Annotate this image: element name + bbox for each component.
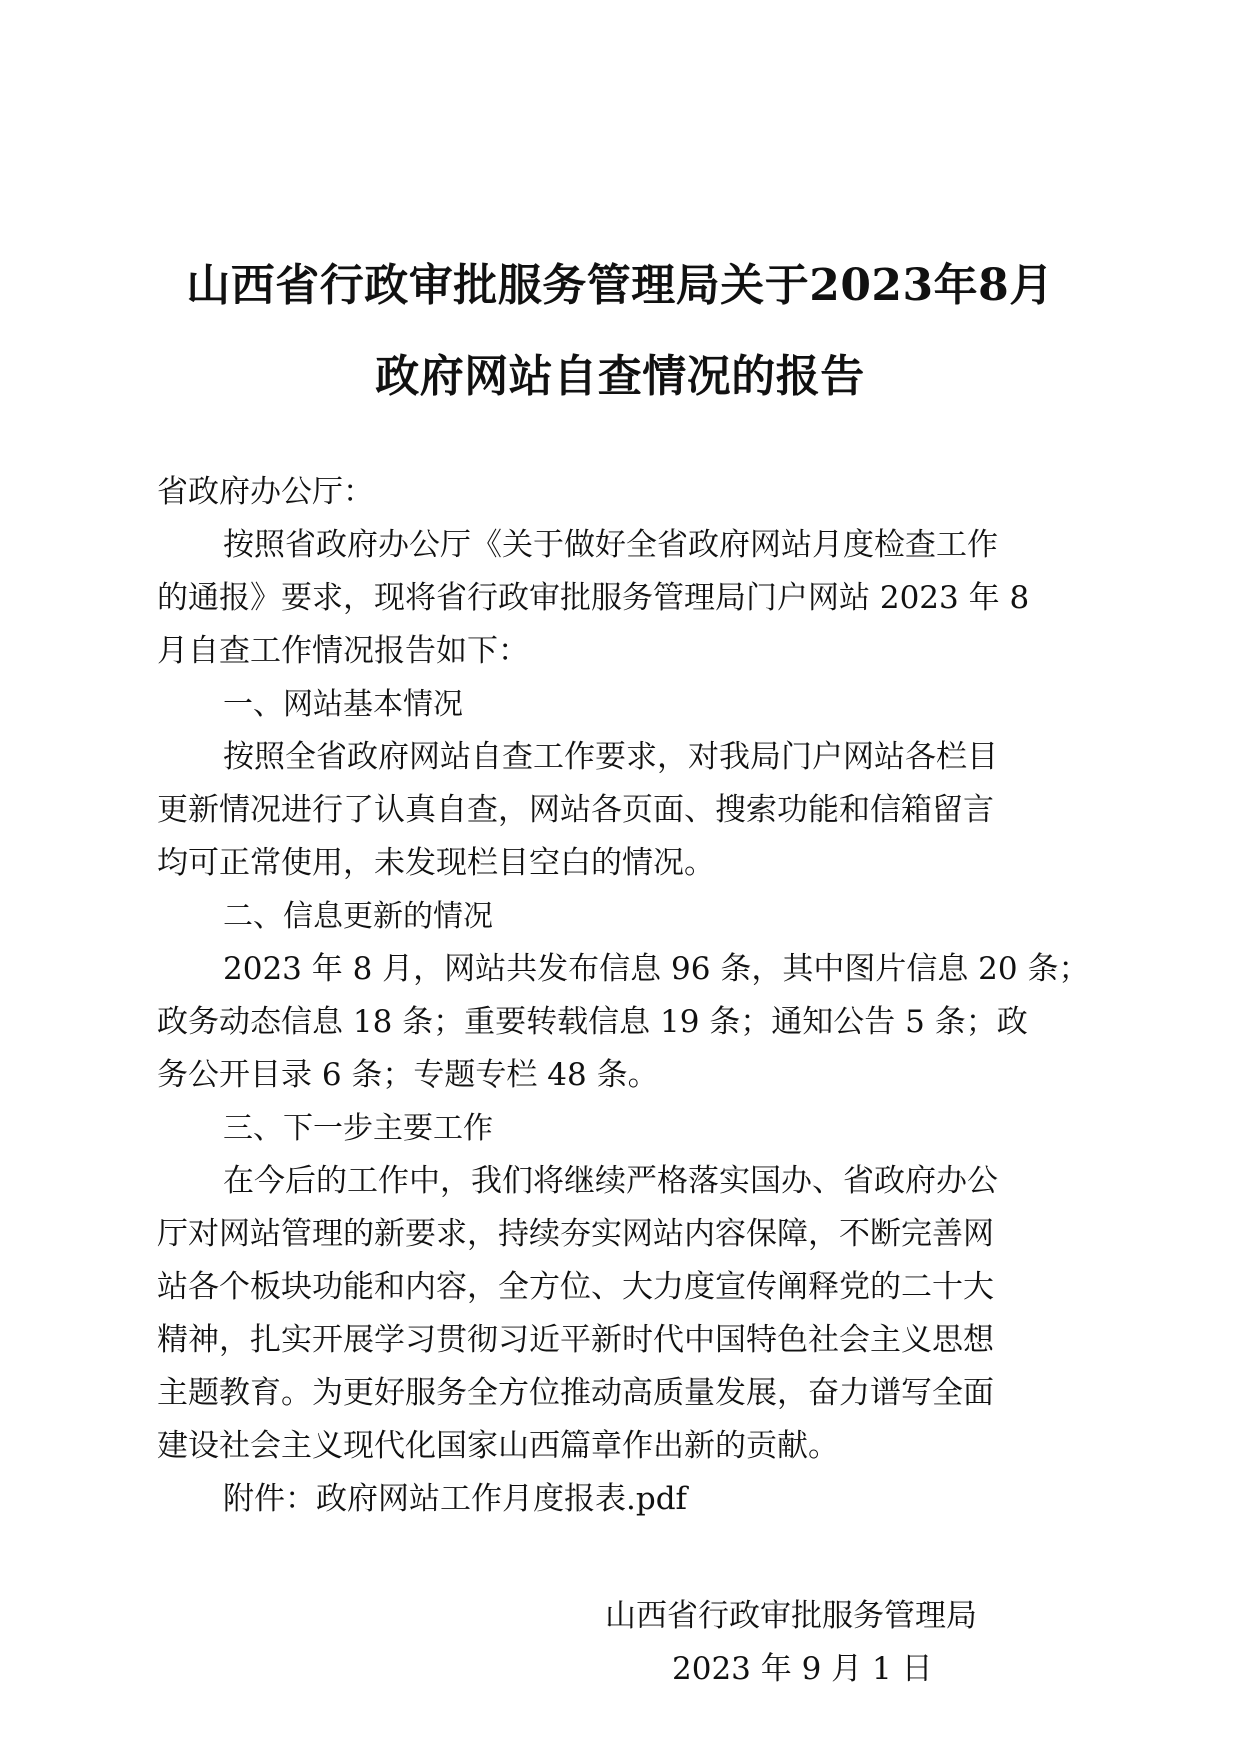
intro-line: 的通报》要求，现将省行政审批服务管理局门户网站 2023 年 8	[157, 580, 1030, 616]
signature-date: 2023 年 9 月 1 日	[672, 1651, 933, 1687]
section3-line: 在今后的工作中，我们将继续严格落实国办、省政府办公	[223, 1163, 998, 1199]
attachment-link[interactable]: 附件：政府网站工作月度报表.pdf	[223, 1481, 688, 1517]
section3-line: 厅对网站管理的新要求，持续夯实网站内容保障，不断完善网	[157, 1216, 994, 1252]
section2-line: 政务动态信息 18 条；重要转载信息 19 条；通知公告 5 条；政	[157, 1004, 1028, 1040]
intro-line: 月自查工作情况报告如下：	[157, 633, 529, 669]
section2-line: 2023 年 8 月，网站共发布信息 96 条，其中图片信息 20 条；	[223, 951, 1090, 987]
section3-line: 建设社会主义现代化国家山西篇章作出新的贡献。	[157, 1428, 839, 1464]
signature-org: 山西省行政审批服务管理局	[605, 1598, 977, 1634]
section1-line: 均可正常使用，未发现栏目空白的情况。	[157, 845, 715, 881]
document-title-line2: 政府网站自查情况的报告	[375, 351, 865, 402]
section1-heading: 一、网站基本情况	[223, 687, 463, 722]
section2-heading: 二、信息更新的情况	[223, 899, 493, 934]
section1-line: 更新情况进行了认真自查，网站各页面、搜索功能和信箱留言	[157, 792, 994, 828]
section1-line: 按照全省政府网站自查工作要求，对我局门户网站各栏目	[223, 739, 998, 775]
section3-line: 主题教育。为更好服务全方位推动高质量发展，奋力谱写全面	[157, 1375, 994, 1411]
section3-line: 站各个板块功能和内容，全方位、大力度宣传阐释党的二十大	[157, 1269, 994, 1305]
section3-line: 精神，扎实开展学习贯彻习近平新时代中国特色社会主义思想	[157, 1322, 994, 1358]
section2-line: 务公开目录 6 条；专题专栏 48 条。	[157, 1057, 659, 1093]
salutation: 省政府办公厅：	[157, 474, 374, 510]
section3-heading: 三、下一步主要工作	[223, 1111, 493, 1146]
intro-line: 按照省政府办公厅《关于做好全省政府网站月度检查工作	[223, 527, 998, 563]
document-title-line1: 山西省行政审批服务管理局关于2023年8月	[186, 260, 1054, 311]
